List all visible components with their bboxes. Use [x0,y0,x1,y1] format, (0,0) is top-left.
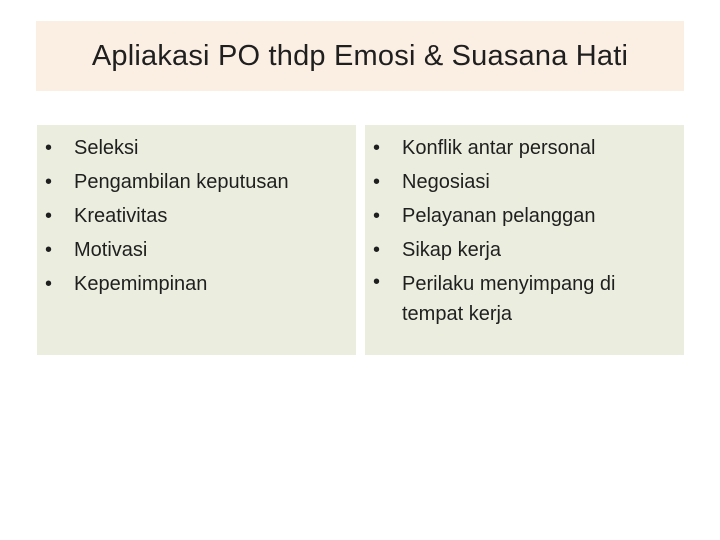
bullet-icon: • [45,171,53,193]
list-item [365,131,684,165]
list-item [37,267,356,301]
bullet-icon: • [373,271,381,293]
list-item-text: Pengambilan keputusan [74,171,289,193]
bullet-icon: • [45,137,53,159]
list-item-text: Seleksi [74,137,139,159]
list-item-text: Pelayanan pelanggan [402,205,596,227]
list-item [37,199,356,233]
left-bullet-list [37,131,356,301]
list-item [37,131,356,165]
title-box [36,21,684,91]
list-item [365,165,684,199]
bullet-icon: • [45,239,53,261]
bullet-icon: • [373,171,381,193]
left-content-box [37,125,356,355]
list-item-text: Kreativitas [74,205,168,227]
list-item-text: Motivasi [74,239,148,261]
bullet-icon: • [45,205,53,227]
bullet-icon: • [373,205,381,227]
list-item-text: Konflik antar personal [402,137,596,159]
list-item [365,233,684,267]
list-item [365,267,684,329]
list-item-text: Negosiasi [402,171,490,193]
bullet-icon: • [373,239,381,261]
right-content-box [365,125,684,355]
list-item-text: Kepemimpinan [74,273,208,295]
bullet-icon: • [373,137,381,159]
right-bullet-list [365,131,684,329]
bullet-icon: • [45,273,53,295]
slide-title: Apliakasi PO thdp Emosi & Suasana Hati [91,39,629,72]
list-item [37,165,356,199]
list-item-text: Perilaku menyimpang di tempat kerja [402,273,616,325]
list-item-text: Sikap kerja [402,239,501,261]
list-item [37,233,356,267]
list-item [365,199,684,233]
